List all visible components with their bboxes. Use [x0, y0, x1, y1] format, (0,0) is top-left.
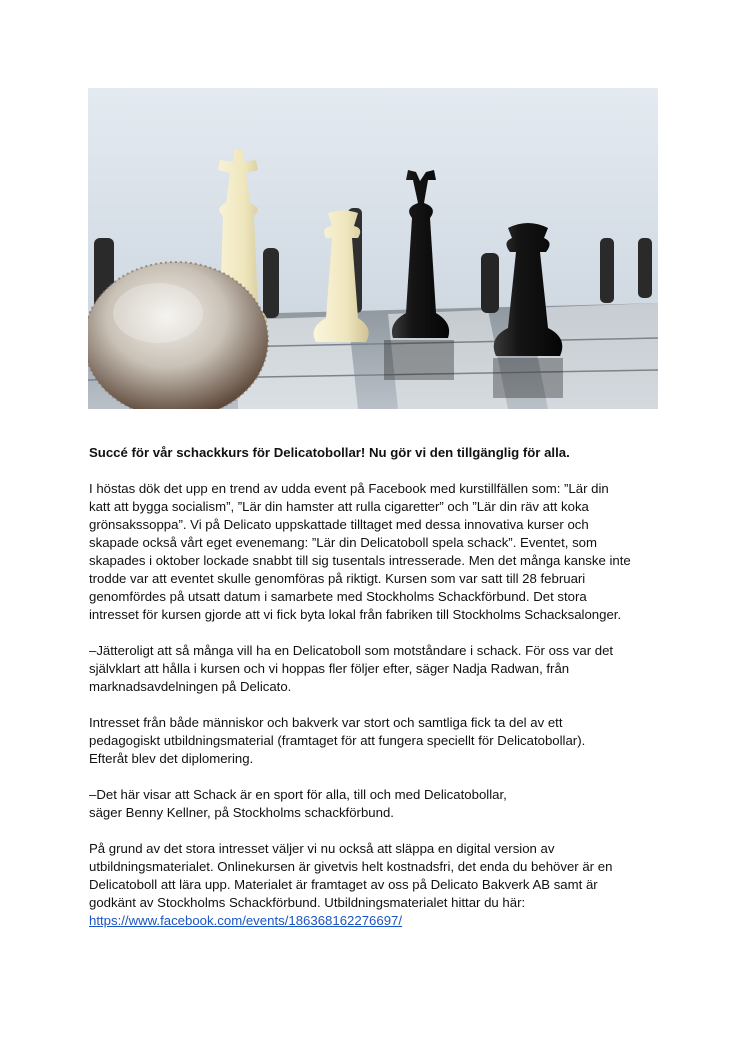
- text-line: säger Benny Kellner, på Stockholms schackförbund.: [89, 805, 394, 820]
- facebook-event-link[interactable]: https://www.facebook.com/events/186368162276697/: [89, 913, 403, 928]
- hero-image: [88, 88, 658, 409]
- text-line: I höstas dök det upp en trend av udda event på Facebook med kurstillfällen som: ”Lär din: [89, 481, 609, 496]
- paragraph-quote-nadja: [89, 642, 669, 696]
- text-line: Intresset från både människor och bakverk var stort och samtliga fick ta del av ett: [89, 715, 563, 730]
- text-line: –Jätteroligt att så många vill ha en Delicatoboll som motståndare i schack. För oss var det: [89, 643, 614, 658]
- text-line: marknadsavdelningen på Delicato.: [89, 679, 292, 694]
- article-body: [89, 444, 669, 948]
- chess-photo: [88, 88, 658, 409]
- text-line: självklart att hålla i kursen och vi hoppas fler följer efter, säger Nadja Radwan, från: [89, 661, 570, 676]
- article-headline: Succé för vår schackkurs för Delicatobollar! Nu gör vi den tillgänglig för alla.: [89, 445, 570, 460]
- paragraph-interest: [89, 714, 669, 768]
- text-line: trodde var att eventet skulle genomföras på riktigt. Kursen som var satt till 28 februari: [89, 571, 586, 586]
- paragraph-quote-benny: [89, 786, 669, 822]
- text-line: Efteråt blev det diplomering.: [89, 751, 254, 766]
- paragraph-digital-version: [89, 840, 669, 930]
- text-line: skapades i oktober lockade snabbt till sig tusentals intresserade. Men det många kanske inte: [89, 553, 631, 568]
- text-line: Delicatoboll att lära upp. Materialet är framtaget av oss på Delicato Bakverk AB samt är: [89, 877, 598, 892]
- text-line: utbildningsmaterialet. Onlinekursen är givetvis helt kostnadsfri, det enda du behöver är en: [89, 859, 613, 874]
- text-line: skapade också vårt eget evenemang: ”Lär din Delicatoboll spela schack”. Eventet, som: [89, 535, 597, 550]
- text-line: pedagogiskt utbildningsmaterial (framtaget för att fungera speciellt för Delicatobollar).: [89, 733, 586, 748]
- text-line: katt att bygga socialism”, ”Lär din hamster att rulla cigaretter” och ”Lär din räv att koka: [89, 499, 589, 514]
- text-line: intresset för kursen gjorde att vi fick byta lokal från fabriken till Stockholms Schacksalonger.: [89, 607, 622, 622]
- text-line: grönsakssoppa”. Vi på Delicato uppskattade tilltaget med dessa innovativa kurser och: [89, 517, 589, 532]
- paragraph-intro: [89, 480, 669, 624]
- text-line: På grund av det stora intresset väljer vi nu också att släppa en digital version av: [89, 841, 555, 856]
- text-line: –Det här visar att Schack är en sport för alla, till och med Delicatobollar,: [89, 787, 507, 802]
- text-line: godkänt av Stockholms Schackförbund. Utbildningsmaterialet hittar du här:: [89, 895, 526, 910]
- text-line: genomfördes på utsatt datum i samarbete med Stockholms Schackförbund. Det stora: [89, 589, 587, 604]
